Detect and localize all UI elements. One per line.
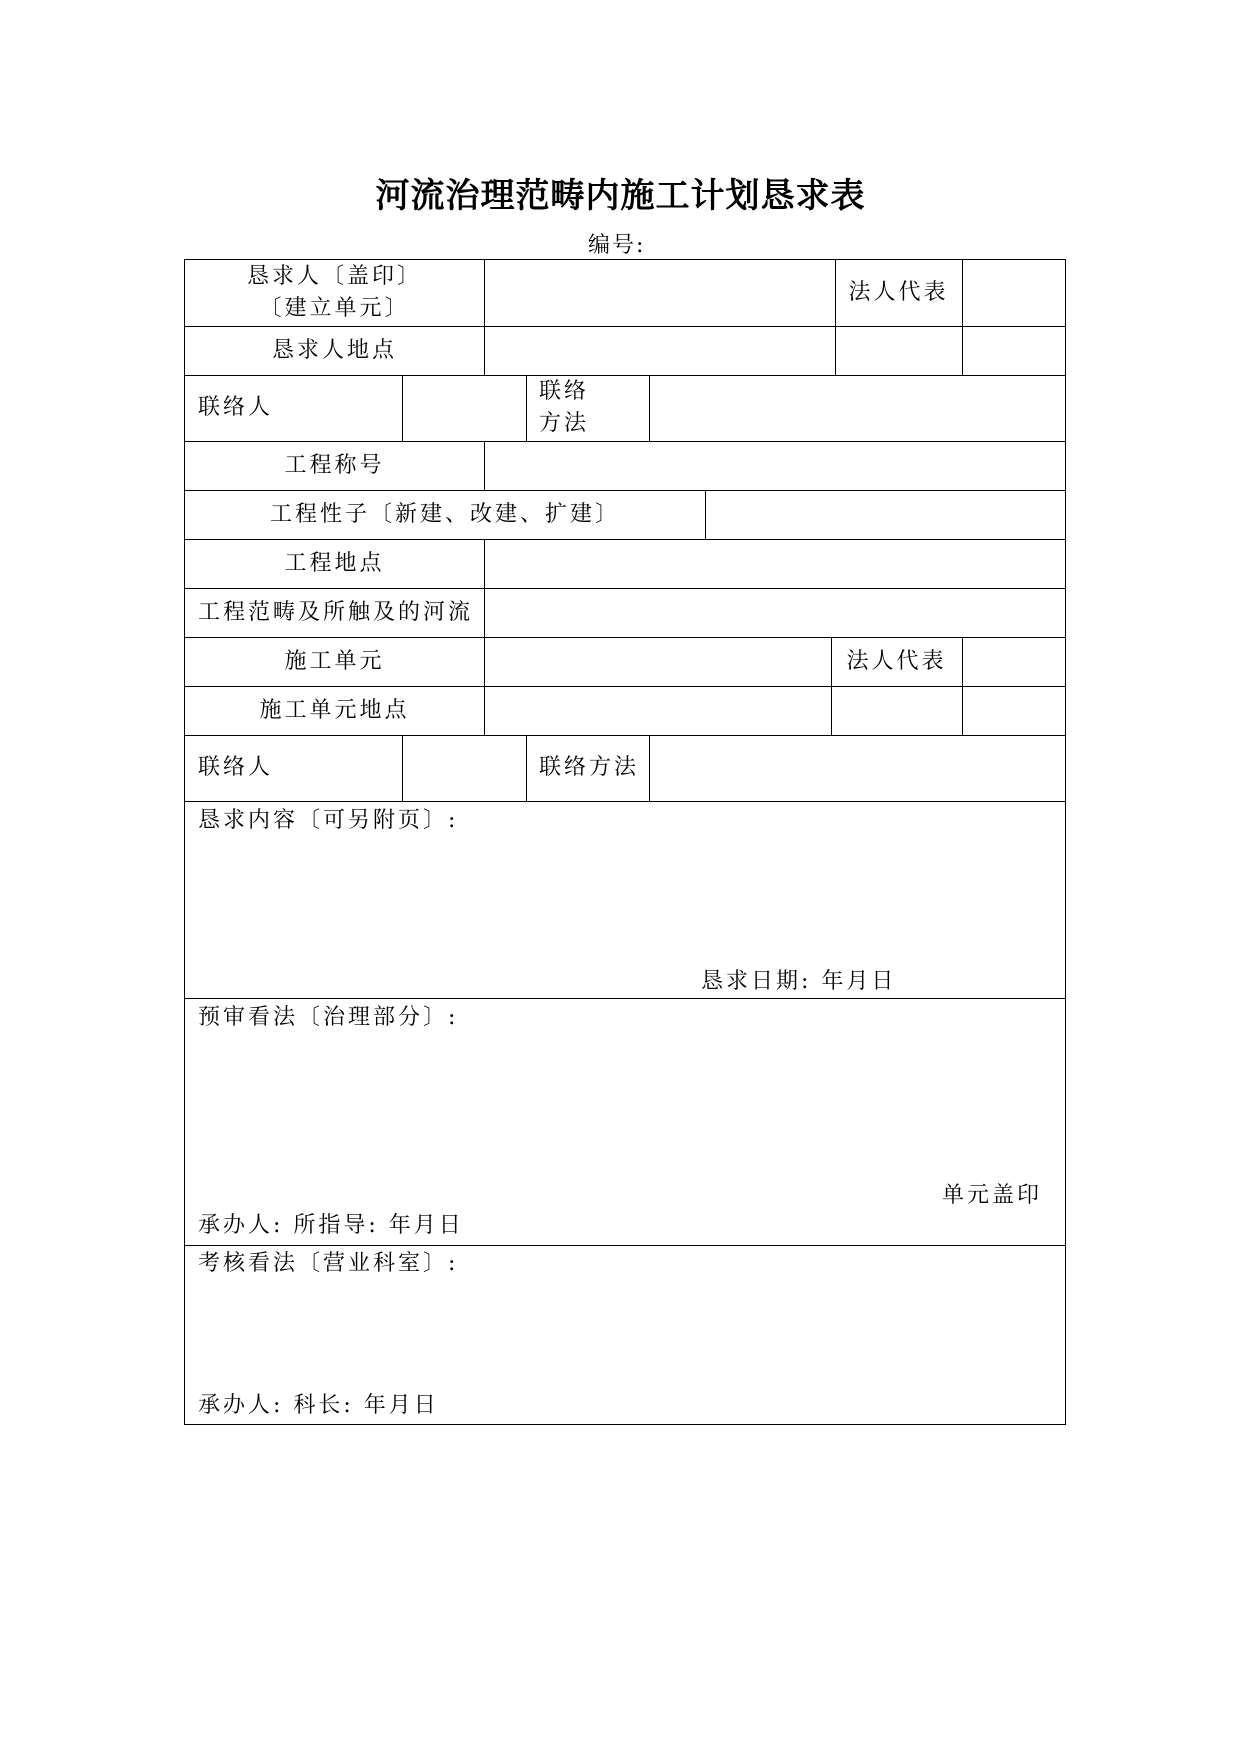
applicant-field[interactable]	[485, 260, 835, 326]
request-date-label: 恳求日期: 年月日	[701, 969, 897, 994]
project-scope-label: 工程范畴及所触及的河流	[198, 600, 474, 625]
contact-method-label-line2: 方法	[539, 411, 590, 436]
contact-person-label: 联络人	[198, 395, 274, 420]
project-name-field[interactable]	[485, 441, 1067, 490]
applicant-seal-label-line1: 恳求人〔盖印〕	[246, 264, 422, 289]
row-divider	[185, 801, 1065, 802]
legal-representative-field-2[interactable]	[963, 637, 1067, 686]
construction-unit-label: 施工单元	[284, 649, 385, 674]
column-divider	[526, 375, 527, 441]
applicant-address-label: 恳求人地点	[271, 338, 397, 363]
project-nature-field[interactable]	[706, 490, 1067, 539]
contact-person-field-2[interactable]	[403, 735, 526, 801]
handler-chief-date-label: 承办人: 科长: 年月日	[198, 1393, 439, 1418]
contact-person-label-2: 联络人	[198, 755, 274, 780]
applicant-seal-label-line2: 〔建立单元〕	[259, 296, 410, 321]
review-opinion-label: 考核看法〔营业科室〕:	[198, 1251, 459, 1276]
project-location-field[interactable]	[485, 539, 1067, 588]
construction-unit-address-label: 施工单元地点	[259, 698, 410, 723]
construction-unit-field[interactable]	[485, 637, 831, 686]
project-nature-label: 工程性子〔新建、改建、扩建〕	[269, 502, 620, 527]
applicant-seal-label	[185, 261, 484, 325]
request-content-field[interactable]	[185, 840, 1067, 960]
contact-method-label-line1: 联络	[539, 379, 590, 404]
column-divider	[526, 735, 527, 801]
contact-method-label-2: 联络方法	[539, 755, 640, 780]
document-number-label: 编号:	[588, 233, 646, 258]
construction-unit-address-field[interactable]	[485, 686, 831, 735]
page-title: 河流治理范畴内施工计划恳求表	[375, 176, 866, 216]
request-content-label: 恳求内容〔可另附页〕:	[198, 808, 459, 833]
legal-representative-label-2: 法人代表	[846, 649, 947, 674]
contact-method-field[interactable]	[650, 375, 1067, 441]
project-location-label: 工程地点	[284, 551, 385, 576]
preliminary-opinion-label: 预审看法〔治理部分〕:	[198, 1005, 459, 1030]
row-divider	[185, 1245, 1065, 1246]
contact-method-field-2[interactable]	[650, 735, 1067, 801]
review-opinion-field[interactable]	[185, 1284, 1067, 1384]
project-name-label: 工程称号	[284, 453, 385, 478]
project-scope-field[interactable]	[485, 588, 1067, 637]
applicant-address-field[interactable]	[485, 326, 835, 375]
preliminary-opinion-field[interactable]	[185, 1038, 1067, 1128]
legal-representative-label: 法人代表	[848, 280, 949, 305]
handler-director-date-label: 承办人: 所指导: 年月日	[198, 1213, 464, 1238]
application-form-table	[184, 259, 1066, 1425]
unit-seal-label: 单元盖印	[942, 1183, 1043, 1208]
row-divider	[185, 998, 1065, 999]
contact-person-field[interactable]	[403, 375, 526, 441]
legal-representative-field[interactable]	[963, 260, 1067, 326]
contact-method-label	[539, 376, 589, 440]
